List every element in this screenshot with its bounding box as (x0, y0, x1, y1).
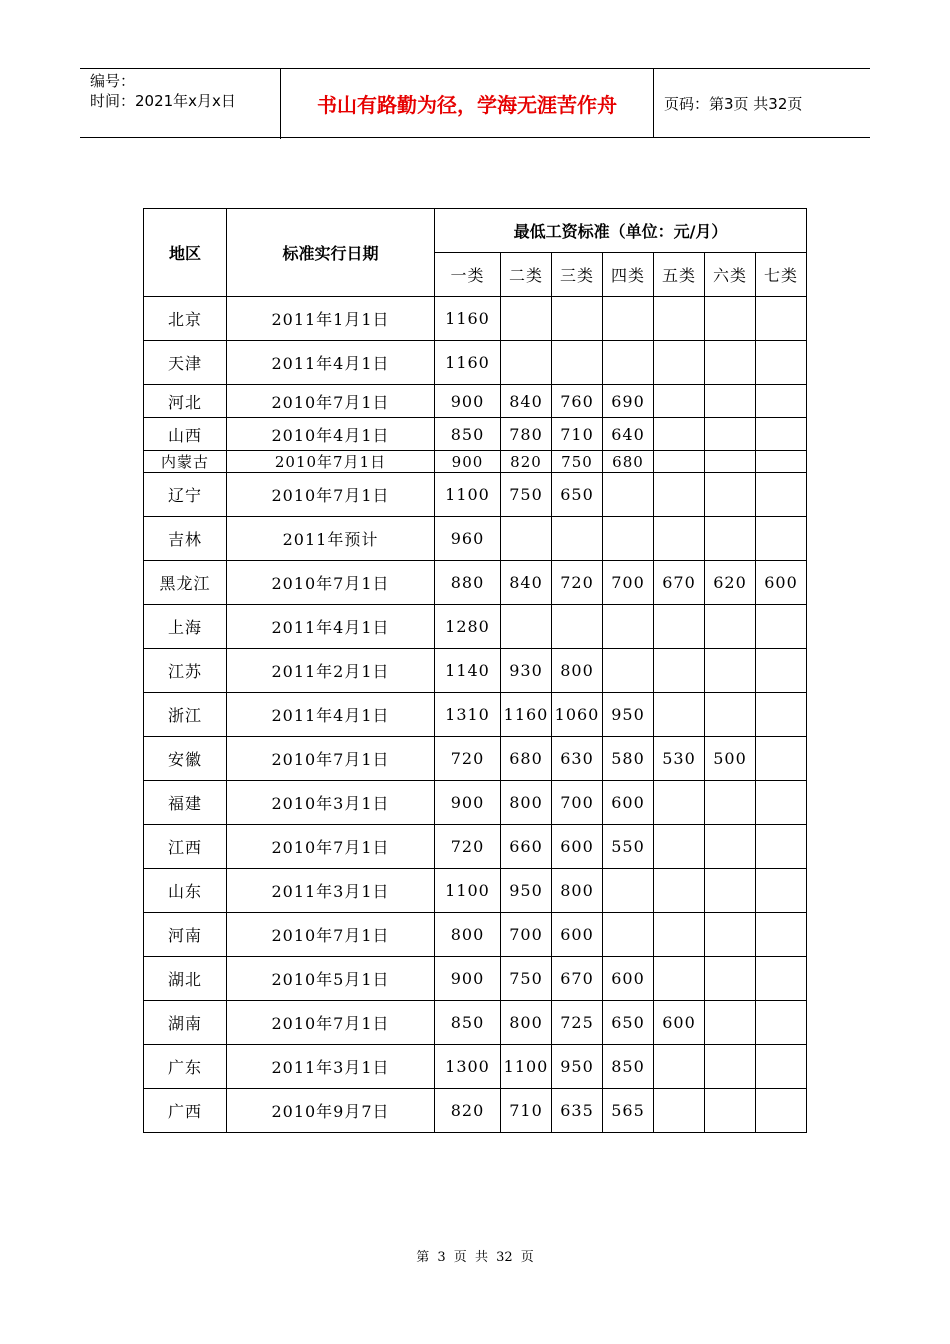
table-row (144, 693, 807, 737)
wage-cell (705, 913, 756, 957)
wage-cell (654, 913, 705, 957)
wage-cell (756, 418, 807, 451)
wage-cell: 780 (501, 418, 552, 451)
region-cell: 湖南 (144, 1001, 227, 1045)
wage-cell: 820 (501, 451, 552, 473)
date-cell: 2010年9月7日 (227, 1089, 435, 1133)
wage-cell (705, 1089, 756, 1133)
wage-cell: 670 (654, 561, 705, 605)
wage-cell: 960 (435, 517, 501, 561)
wage-cell: 680 (501, 737, 552, 781)
wage-cell (552, 517, 603, 561)
header-motto: 书山有路勤为径，学海无涯苦作舟 (281, 69, 654, 137)
wage-cell (705, 605, 756, 649)
date-cell: 2011年预计 (227, 517, 435, 561)
wage-cell: 800 (501, 781, 552, 825)
region-cell: 广东 (144, 1045, 227, 1089)
wage-cell (756, 957, 807, 1001)
wage-cell: 565 (603, 1089, 654, 1133)
header-page-info: 页码：第3页 共32页 (664, 94, 803, 113)
table-row (144, 957, 807, 1001)
category-header: 一类 (435, 253, 501, 297)
wage-cell (705, 693, 756, 737)
wage-cell (705, 297, 756, 341)
wage-cell (705, 649, 756, 693)
category-header: 三类 (552, 253, 603, 297)
wage-cell (756, 1045, 807, 1089)
wage-cell: 700 (501, 913, 552, 957)
date-cell: 2010年7月1日 (227, 913, 435, 957)
wage-cell: 580 (603, 737, 654, 781)
table-row (144, 297, 807, 341)
wage-cell (756, 605, 807, 649)
wage-cell (654, 473, 705, 517)
wage-cell: 760 (552, 385, 603, 418)
category-header: 六类 (705, 253, 756, 297)
wage-cell (756, 913, 807, 957)
date-cell: 2010年7月1日 (227, 473, 435, 517)
wage-cell (654, 385, 705, 418)
wage-cell: 710 (501, 1089, 552, 1133)
region-cell: 安徽 (144, 737, 227, 781)
footer-word: 页 (453, 1250, 467, 1265)
wage-cell (756, 451, 807, 473)
table-row (144, 517, 807, 561)
region-cell: 福建 (144, 781, 227, 825)
wage-cell (654, 957, 705, 1001)
wage-cell: 720 (435, 737, 501, 781)
table-row (144, 737, 807, 781)
wage-cell (756, 1089, 807, 1133)
table-row (144, 649, 807, 693)
wage-cell (756, 737, 807, 781)
wage-cell: 660 (501, 825, 552, 869)
wage-cell: 840 (501, 561, 552, 605)
col-header-region: 地区 (144, 209, 227, 297)
wage-cell: 900 (435, 385, 501, 418)
wage-cell (756, 473, 807, 517)
wage-cell (654, 341, 705, 385)
table-row (144, 913, 807, 957)
wage-cell (501, 517, 552, 561)
wage-cell (654, 825, 705, 869)
wage-cell: 600 (552, 825, 603, 869)
wage-cell: 550 (603, 825, 654, 869)
wage-cell: 800 (552, 869, 603, 913)
wage-cell: 720 (435, 825, 501, 869)
footer-page-number: 3 (437, 1250, 446, 1265)
wage-cell: 900 (435, 957, 501, 1001)
wage-cell: 850 (435, 1001, 501, 1045)
table-row (144, 1045, 807, 1089)
table-row (144, 781, 807, 825)
date-cell: 2011年4月1日 (227, 605, 435, 649)
wage-cell: 1280 (435, 605, 501, 649)
wage-cell (756, 869, 807, 913)
date-cell: 2011年1月1日 (227, 297, 435, 341)
wage-cell: 880 (435, 561, 501, 605)
col-header-wage: 最低工资标准（单位：元/月） (435, 209, 807, 253)
wage-cell (756, 781, 807, 825)
date-cell: 2011年4月1日 (227, 341, 435, 385)
wage-cell: 800 (435, 913, 501, 957)
region-cell: 吉林 (144, 517, 227, 561)
wage-cell: 600 (603, 781, 654, 825)
wage-cell: 500 (705, 737, 756, 781)
wage-cell (705, 1045, 756, 1089)
wage-cell (654, 781, 705, 825)
region-cell: 内蒙古 (144, 451, 227, 473)
table-row (144, 451, 807, 473)
wage-cell: 630 (552, 737, 603, 781)
wage-cell (654, 517, 705, 561)
wage-cell: 680 (603, 451, 654, 473)
wage-cell (756, 297, 807, 341)
wage-cell (756, 649, 807, 693)
region-cell: 广西 (144, 1089, 227, 1133)
wage-cell: 840 (501, 385, 552, 418)
minimum-wage-table (143, 208, 807, 1133)
wage-cell: 1100 (435, 473, 501, 517)
wage-cell (705, 451, 756, 473)
category-header: 四类 (603, 253, 654, 297)
table-body (144, 297, 807, 1133)
wage-cell (501, 605, 552, 649)
wage-cell: 700 (552, 781, 603, 825)
region-cell: 江西 (144, 825, 227, 869)
document-header (80, 68, 870, 138)
wage-cell: 530 (654, 737, 705, 781)
wage-cell: 1100 (501, 1045, 552, 1089)
footer-word: 第 (416, 1250, 430, 1265)
wage-cell: 900 (435, 781, 501, 825)
wage-cell: 640 (603, 418, 654, 451)
wage-cell (501, 341, 552, 385)
wage-cell: 700 (603, 561, 654, 605)
wage-cell: 950 (603, 693, 654, 737)
date-cell: 2011年3月1日 (227, 1045, 435, 1089)
region-cell: 湖北 (144, 957, 227, 1001)
wage-cell: 1140 (435, 649, 501, 693)
category-header: 二类 (501, 253, 552, 297)
wage-cell: 1060 (552, 693, 603, 737)
region-cell: 河南 (144, 913, 227, 957)
wage-cell: 1160 (501, 693, 552, 737)
wage-cell (756, 341, 807, 385)
wage-cell (705, 1001, 756, 1045)
date-cell: 2011年2月1日 (227, 649, 435, 693)
wage-cell (756, 517, 807, 561)
date-cell: 2010年5月1日 (227, 957, 435, 1001)
date-cell: 2011年4月1日 (227, 693, 435, 737)
table-row (144, 385, 807, 418)
wage-cell (603, 605, 654, 649)
wage-cell (654, 1089, 705, 1133)
wage-cell (603, 517, 654, 561)
wage-cell (603, 649, 654, 693)
wage-cell (654, 451, 705, 473)
wage-cell: 600 (552, 913, 603, 957)
wage-cell (603, 869, 654, 913)
wage-cell (756, 825, 807, 869)
table-row (144, 418, 807, 451)
table-row (144, 1001, 807, 1045)
footer-total-pages: 32 (496, 1250, 513, 1265)
region-cell: 上海 (144, 605, 227, 649)
wage-cell (654, 869, 705, 913)
date-cell: 2010年3月1日 (227, 781, 435, 825)
wage-cell (705, 385, 756, 418)
wage-cell: 850 (435, 418, 501, 451)
category-header: 五类 (654, 253, 705, 297)
col-header-date: 标准实行日期 (227, 209, 435, 297)
table-row (144, 341, 807, 385)
wage-cell (603, 297, 654, 341)
date-cell: 2011年3月1日 (227, 869, 435, 913)
table-row (144, 473, 807, 517)
wage-cell (705, 517, 756, 561)
wage-cell: 600 (654, 1001, 705, 1045)
number-label: 编号： (90, 72, 136, 90)
wage-cell (501, 297, 552, 341)
wage-cell (705, 869, 756, 913)
wage-cell: 620 (705, 561, 756, 605)
wage-cell (603, 913, 654, 957)
wage-cell (654, 693, 705, 737)
wage-cell (705, 781, 756, 825)
wage-cell: 600 (603, 957, 654, 1001)
wage-cell (654, 649, 705, 693)
table-row (144, 1089, 807, 1133)
wage-cell: 750 (501, 957, 552, 1001)
wage-cell (756, 693, 807, 737)
wage-cell: 690 (603, 385, 654, 418)
region-cell: 北京 (144, 297, 227, 341)
wage-cell: 750 (501, 473, 552, 517)
region-cell: 浙江 (144, 693, 227, 737)
category-header: 七类 (756, 253, 807, 297)
header-meta (80, 69, 281, 139)
wage-cell: 1300 (435, 1045, 501, 1089)
date-cell: 2010年7月1日 (227, 561, 435, 605)
wage-cell: 950 (501, 869, 552, 913)
region-cell: 江苏 (144, 649, 227, 693)
wage-cell: 1160 (435, 297, 501, 341)
footer-word: 共 (474, 1250, 488, 1265)
wage-cell (756, 1001, 807, 1045)
wage-cell: 800 (552, 649, 603, 693)
wage-cell: 750 (552, 451, 603, 473)
date-cell: 2010年4月1日 (227, 418, 435, 451)
wage-cell: 820 (435, 1089, 501, 1133)
wage-cell: 650 (603, 1001, 654, 1045)
wage-cell (705, 418, 756, 451)
wage-cell: 725 (552, 1001, 603, 1045)
region-cell: 山西 (144, 418, 227, 451)
wage-cell (756, 385, 807, 418)
wage-cell (603, 341, 654, 385)
wage-cell: 720 (552, 561, 603, 605)
wage-cell: 900 (435, 451, 501, 473)
wage-cell (654, 418, 705, 451)
wage-cell: 850 (603, 1045, 654, 1089)
region-cell: 天津 (144, 341, 227, 385)
wage-cell (705, 341, 756, 385)
wage-cell: 1160 (435, 341, 501, 385)
table-row (144, 605, 807, 649)
table-row (144, 869, 807, 913)
wage-cell: 650 (552, 473, 603, 517)
page-footer (0, 1246, 950, 1265)
wage-cell (705, 957, 756, 1001)
wage-cell: 800 (501, 1001, 552, 1045)
date-cell: 2010年7月1日 (227, 825, 435, 869)
table-row (144, 825, 807, 869)
wage-cell: 635 (552, 1089, 603, 1133)
wage-cell (603, 473, 654, 517)
footer-word: 页 (520, 1250, 534, 1265)
region-cell: 辽宁 (144, 473, 227, 517)
wage-cell: 930 (501, 649, 552, 693)
wage-cell (552, 341, 603, 385)
region-cell: 山东 (144, 869, 227, 913)
wage-cell: 670 (552, 957, 603, 1001)
wage-cell: 950 (552, 1045, 603, 1089)
wage-cell: 1100 (435, 869, 501, 913)
time-label: 时间：2021年x月x日 (90, 92, 236, 110)
date-cell: 2010年7月1日 (227, 451, 435, 473)
date-cell: 2010年7月1日 (227, 385, 435, 418)
region-cell: 河北 (144, 385, 227, 418)
wage-cell (654, 297, 705, 341)
table-row (144, 561, 807, 605)
region-cell: 黑龙江 (144, 561, 227, 605)
wage-cell (705, 473, 756, 517)
wage-cell (654, 1045, 705, 1089)
wage-cell (705, 825, 756, 869)
date-cell: 2010年7月1日 (227, 1001, 435, 1045)
wage-cell: 600 (756, 561, 807, 605)
wage-cell (552, 605, 603, 649)
date-cell: 2010年7月1日 (227, 737, 435, 781)
wage-cell (654, 605, 705, 649)
wage-cell (552, 297, 603, 341)
wage-cell: 710 (552, 418, 603, 451)
wage-cell: 1310 (435, 693, 501, 737)
